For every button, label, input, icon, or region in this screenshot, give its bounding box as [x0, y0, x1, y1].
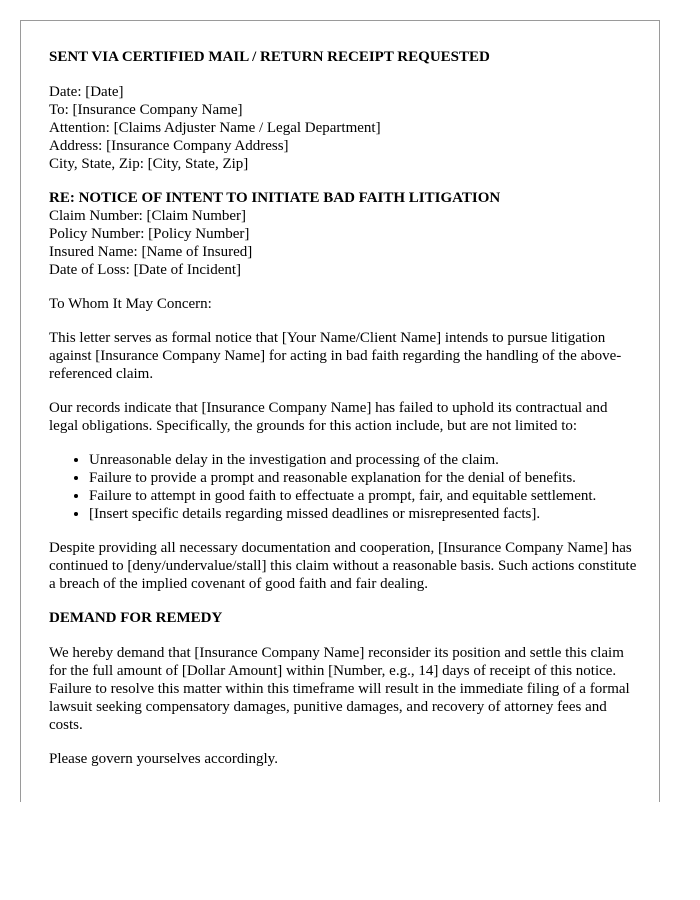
claim-number-line: Claim Number: [Claim Number]	[49, 208, 247, 224]
recipient-header-block	[49, 83, 659, 173]
demand-paragraph: We hereby demand that [Insurance Company Name] reconsider its position and settle this claim for the full amount of [Dollar Amount] within [Number, e.g., 14] days of receipt of this notice. Failure to resolve this matter within this timeframe will result in the immediate filing of a formal lawsuit seeking compensatory damages, punitive damages, and recovery of attorney fees and costs.	[49, 645, 630, 733]
address-line: Address: [Insurance Company Address]	[49, 138, 289, 154]
insured-name-line: Insured Name: [Name of Insured]	[49, 244, 253, 260]
salutation: To Whom It May Concern:	[49, 296, 212, 312]
list-item: • Unreasonable delay in the investigation and processing of the claim.	[89, 451, 649, 469]
claim-reference-block	[49, 189, 659, 279]
list-item: • Failure to attempt in good faith to effectuate a prompt, fair, and equitable settlement.	[89, 487, 649, 505]
list-item: • [Insert specific details regarding missed deadlines or misrepresented facts].	[89, 505, 649, 523]
records-paragraph: Our records indicate that [Insurance Company Name] has failed to uphold its contractual and legal obligations. Specifically, the grounds for this action include, but are not limited to:	[49, 400, 608, 434]
policy-number-line: Policy Number: [Policy Number]	[49, 226, 250, 242]
date-of-loss-line: Date of Loss: [Date of Incident]	[49, 262, 242, 278]
closing-line: Please govern yourselves accordingly.	[49, 751, 278, 767]
breach-paragraph: Despite providing all necessary documentation and cooperation, [Insurance Company Name] has continued to [deny/undervalue/stall] this claim without a reasonable basis. Such actions constitute a breach of the implied covenant of good faith and fair dealing.	[49, 540, 637, 592]
demand-heading: DEMAND FOR REMEDY	[49, 610, 223, 626]
attention-line: Attention: [Claims Adjuster Name / Legal Department]	[49, 120, 381, 136]
to-line: To: [Insurance Company Name]	[49, 102, 243, 118]
date-line: Date: [Date]	[49, 84, 124, 100]
re-subject-line: RE: NOTICE OF INTENT TO INITIATE BAD FAITH LITIGATION	[49, 190, 501, 206]
city-state-zip-line: City, State, Zip: [City, State, Zip]	[49, 156, 249, 172]
grounds-list	[49, 451, 649, 523]
intro-paragraph: This letter serves as formal notice that [Your Name/Client Name] intends to pursue litigation against [Insurance Company Name] for acting in bad faith regarding the handling of the above-referenced claim.	[49, 330, 622, 382]
letter-page	[20, 20, 660, 802]
list-item: • Failure to provide a prompt and reasonable explanation for the denial of benefits.	[89, 469, 649, 487]
delivery-method-line: SENT VIA CERTIFIED MAIL / RETURN RECEIPT REQUESTED	[49, 49, 490, 65]
